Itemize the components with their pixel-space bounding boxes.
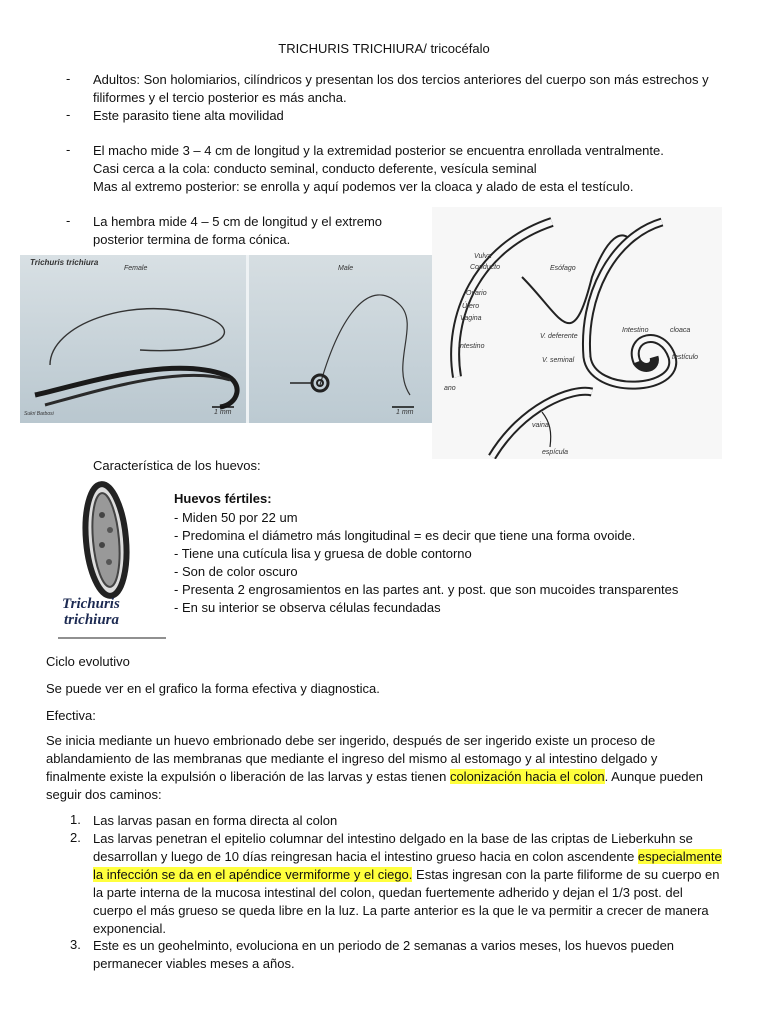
anatomy-drawing bbox=[432, 207, 722, 459]
step-body: Estas ingresan con la parte filiforme de su cuerpo en la parte interna de la mucosa intestinal del colon, quedan fuertemente adherido y dejan el 1/3 post. del cuerpo el más grueso se queda libre en la luz. La parte anterior es la que le va permitir a crecer de manera exponencial. bbox=[93, 867, 720, 936]
drawing-label: Ovario bbox=[466, 290, 487, 297]
drawing-label: V. seminal bbox=[542, 357, 575, 364]
bullet-dash: - bbox=[66, 71, 71, 86]
drawing-label: V. deferente bbox=[540, 333, 578, 340]
step-number: 3. bbox=[70, 937, 81, 952]
eggs-subheading: Huevos fértiles: bbox=[174, 491, 272, 506]
egg-item: - Tiene una cutícula lisa y gruesa de doble contorno bbox=[174, 546, 472, 561]
step-text bbox=[93, 937, 723, 973]
bullet-text: Adultos: Son holomiarios, cilíndricos y presentan los dos tercios anteriores del cuerpo son más estrechos y bbox=[93, 72, 709, 87]
drawing-label: Intestino bbox=[458, 343, 485, 350]
bullet-text: filiformes y el tercio posterior es más ancha. bbox=[93, 90, 347, 105]
step-text bbox=[93, 830, 723, 938]
drawing-label: espícula bbox=[542, 449, 569, 456]
bullet-text: posterior termina de forma cónica. bbox=[93, 232, 291, 247]
bullet-dash: - bbox=[66, 213, 71, 228]
worm-photo bbox=[20, 255, 434, 423]
drawing-label: Intestino bbox=[622, 327, 649, 334]
photo-caption: Trichuris trichiura bbox=[30, 258, 99, 267]
bullet-text: Mas al extremo posterior: se enrolla y aquí podemos ver la cloaca y alado de esta el testículo. bbox=[93, 179, 634, 194]
cycle-heading: Ciclo evolutivo bbox=[46, 654, 130, 669]
egg-item: - Son de color oscuro bbox=[174, 564, 298, 579]
bullet-dash: - bbox=[66, 107, 71, 122]
page-title: TRICHURIS TRICHIURA/ tricocéfalo bbox=[278, 41, 490, 56]
egg-item: - Miden 50 por 22 um bbox=[174, 510, 298, 525]
eggs-heading: Característica de los huevos: bbox=[93, 458, 261, 473]
step-text bbox=[93, 812, 723, 830]
drawing-label: Esófago bbox=[550, 265, 576, 272]
cycle-intro: Se puede ver en el grafico la forma efectiva y diagnostica. bbox=[46, 681, 380, 696]
step-body: Las larvas pasan en forma directa al colon bbox=[93, 813, 338, 828]
effective-heading: Efectiva: bbox=[46, 708, 96, 723]
photo-credit: Sukri Barbosi bbox=[24, 411, 54, 417]
egg-image bbox=[58, 480, 166, 642]
drawing-label: Conducto bbox=[470, 264, 500, 271]
step-number: 2. bbox=[70, 830, 81, 845]
egg-item: - Predomina el diámetro más longitudinal = es decir que tiene una forma ovoide. bbox=[174, 528, 636, 543]
egg-item: - Presenta 2 engrosamientos en las partes ant. y post. que son mucoides transparentes bbox=[174, 582, 679, 597]
step-body: Este es un geohelminto, evoluciona en un periodo de 2 semanas a varios meses, los huevos pueden permanecer viables meses a años. bbox=[93, 938, 675, 971]
paragraph-text: . Aunque pueden seguir dos caminos: bbox=[46, 769, 703, 802]
bullet-text: El macho mide 3 – 4 cm de longitud y la extremidad posterior se encuentra enrollada ventralmente. bbox=[93, 143, 664, 158]
drawing-label: ano bbox=[444, 385, 456, 392]
step-body: Las larvas penetran el epitelio columnar del intestino delgado en la base de las criptas de Lieberkuhn se desarrollan y luego de 10 días reingresan hacia el intestino grueso hacia en colon ascendente bbox=[93, 831, 693, 864]
egg-label-2: trichiura bbox=[64, 612, 120, 628]
scale-label-right: 1 mm bbox=[396, 409, 414, 416]
bullet-dash: - bbox=[66, 142, 71, 157]
bullet-text: La hembra mide 4 – 5 cm de longitud y el extremo bbox=[93, 214, 383, 229]
scale-label-left: 1 mm bbox=[214, 409, 232, 416]
drawing-label: Vulva bbox=[474, 253, 492, 260]
drawing-label: cloaca bbox=[670, 327, 691, 334]
drawing-label: Vagina bbox=[460, 315, 482, 322]
paragraph-text: Se inicia mediante un huevo embrionado debe ser ingerido, después de ser ingerido existe un proceso de ablandamiento de las membranas que mediante el ingreso del mismo al estomago y al intestino delgado y finalmente existe la expulsión o liberación de las larvas y estas tienen bbox=[46, 733, 658, 784]
drawing-label: testículo bbox=[672, 354, 699, 361]
egg-label-1: Trichuris bbox=[62, 596, 120, 612]
eggs-list bbox=[174, 509, 678, 617]
step-number: 1. bbox=[70, 812, 81, 827]
bullet-text: Este parasito tiene alta movilidad bbox=[93, 108, 284, 123]
worm-illustration bbox=[20, 255, 434, 423]
drawing-label: Útero bbox=[462, 303, 480, 310]
female-label: Female bbox=[124, 265, 148, 272]
highlight-text: especialmente la infección se da en el apéndice vermiforme y el ciego. bbox=[93, 849, 722, 882]
bullet-text: Casi cerca a la cola: conducto seminal, conducto deferente, vesícula seminal bbox=[93, 161, 537, 176]
drawing-label: vaina bbox=[532, 422, 549, 429]
male-label: Male bbox=[338, 265, 354, 272]
cycle-paragraph bbox=[46, 732, 718, 804]
highlight-text: colonización hacia el colon bbox=[449, 769, 605, 784]
egg-item: - En su interior se observa células fecundadas bbox=[174, 600, 441, 615]
